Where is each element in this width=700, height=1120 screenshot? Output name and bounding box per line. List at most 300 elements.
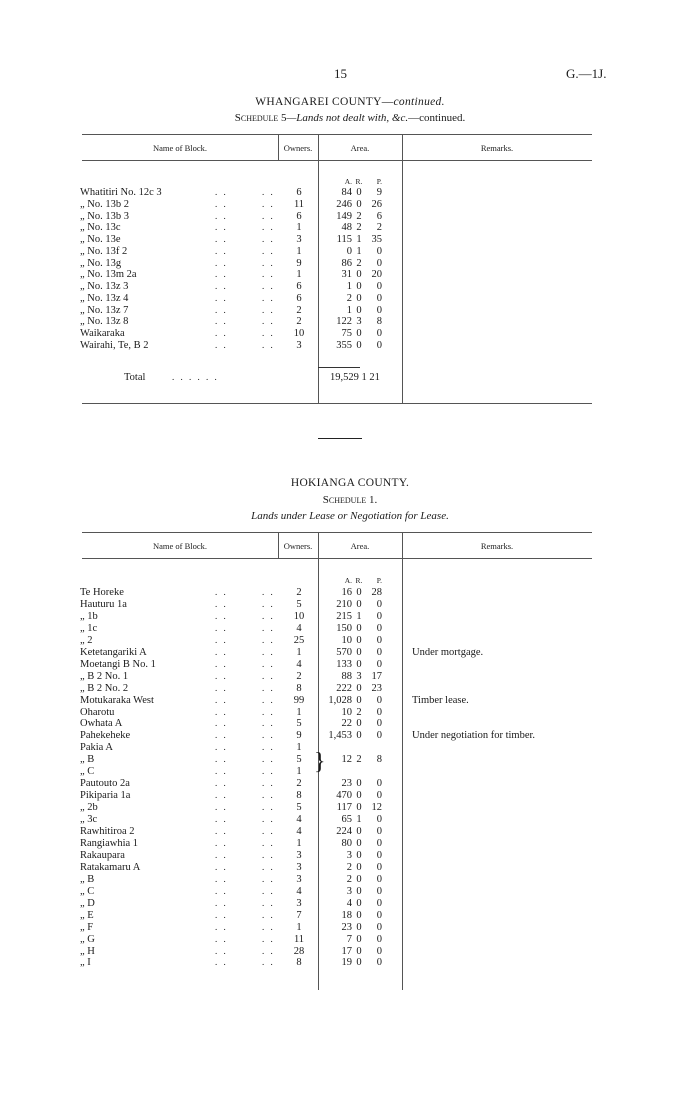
remarks-text: Under mortgage. <box>412 646 484 658</box>
block-name: Pakia A <box>80 742 113 754</box>
leader-dots: . . <box>215 316 228 327</box>
pakia-brace: } <box>314 749 326 775</box>
owners-count: 4 <box>296 885 302 897</box>
area-acres: 246 <box>336 198 352 210</box>
page-number: 15 <box>334 66 347 81</box>
area-perches: 20 <box>371 269 382 281</box>
owners-count: 2 <box>296 670 302 682</box>
block-name: Wairahi, Te, B 2 <box>80 339 149 351</box>
block-name: „ 3c <box>80 814 98 826</box>
area-acres: 117 <box>336 802 352 814</box>
leader-dots: . . <box>215 861 228 872</box>
remarks-text: Under negotiation for timber. <box>412 730 536 742</box>
area-roods: 0 <box>356 281 362 292</box>
area-perches: 12 <box>371 802 382 814</box>
leader-dots: . . <box>215 245 228 256</box>
block-name: Te Horeke <box>80 587 124 598</box>
section2-schedule-name: Schedule 1. <box>322 494 378 506</box>
area-acres: 75 <box>341 328 352 339</box>
owners-count: 2 <box>296 587 302 598</box>
area-roods: 2 <box>356 222 362 234</box>
leader-dots: . . <box>262 802 275 813</box>
area-perches: 0 <box>376 610 382 622</box>
area-acres: 80 <box>341 837 352 849</box>
table-row <box>0 281 700 293</box>
area-perches: 0 <box>376 945 382 957</box>
area-roods: 2 <box>356 706 362 718</box>
table-row <box>0 316 700 328</box>
block-name: „ No. 13z 4 <box>80 292 129 304</box>
area-roods: 0 <box>356 849 362 861</box>
block-name: „ No. 13g <box>80 257 122 269</box>
area-perches: 0 <box>376 861 382 873</box>
area-roods: 0 <box>356 778 362 790</box>
col-header-owners: Owners. <box>283 143 313 153</box>
table1-top-rule <box>82 134 592 135</box>
block-name: Pikiparia 1a <box>80 790 131 802</box>
leader-dots: . . <box>215 210 228 221</box>
area-perches: 0 <box>376 646 382 658</box>
leader-dots: . . <box>215 281 228 291</box>
block-name: Owhata A <box>80 718 123 730</box>
area-acres: 12 <box>341 754 352 766</box>
area-acres: 133 <box>336 658 352 670</box>
block-name: „ D <box>80 897 95 909</box>
area-roods: 0 <box>356 837 362 849</box>
leader-dots: . . <box>262 706 275 717</box>
owners-count: 1 <box>296 766 302 778</box>
area-acres: 22 <box>341 718 352 730</box>
area-roods: 2 <box>356 257 362 269</box>
leader-dots: . . <box>215 187 228 197</box>
block-name: Pahekeheke <box>80 730 131 742</box>
area-roods: 3 <box>356 316 362 328</box>
area-acres: 2 <box>346 873 352 885</box>
leader-dots: . . <box>215 339 228 350</box>
owners-count: 7 <box>296 909 302 921</box>
area-acres: 0 <box>346 245 352 257</box>
total-value: 19,529 1 21 <box>330 372 380 383</box>
owners-count: 3 <box>296 897 302 909</box>
area-roods: 0 <box>356 885 362 897</box>
leader-dots: . . <box>215 234 228 244</box>
section-separator <box>318 438 362 439</box>
block-name: „ B 2 No. 1 <box>80 670 129 682</box>
leader-dots: . . <box>262 634 275 645</box>
table-row <box>0 707 700 719</box>
leader-dots: . . <box>215 814 228 825</box>
leader-dots: . . <box>262 754 275 765</box>
area-acres: 1,028 <box>328 694 352 706</box>
area-roods: 0 <box>356 646 362 658</box>
unit-acres: A. <box>344 177 352 186</box>
area-perches: 0 <box>376 304 382 316</box>
block-name: „ H <box>80 945 95 957</box>
owners-count: 5 <box>296 754 302 766</box>
section1-title <box>0 96 700 108</box>
table-row <box>0 695 700 707</box>
leader-dots: . . <box>262 210 275 221</box>
table-row <box>0 293 700 305</box>
area-roods: 0 <box>356 957 362 969</box>
owners-count: 1 <box>296 742 302 754</box>
owners-count: 1 <box>296 706 302 718</box>
total-leader: . . . . . . <box>172 372 219 382</box>
area-perches: 0 <box>376 622 382 634</box>
block-name: „ No. 13m 2a <box>80 269 137 281</box>
table-row <box>0 814 700 826</box>
area-perches: 26 <box>371 198 382 210</box>
area-roods: 0 <box>356 945 362 957</box>
area-perches: 0 <box>376 718 382 730</box>
col2-header-name: Name of Block. <box>152 541 208 551</box>
block-name: Pautouto 2a <box>80 778 130 790</box>
table-row <box>0 730 700 742</box>
area-acres: 149 <box>336 210 352 222</box>
area-acres: 17 <box>341 945 352 957</box>
area-acres: 10 <box>341 706 352 718</box>
table-row <box>0 199 700 211</box>
owners-count: 99 <box>293 694 305 706</box>
leader-dots: . . <box>215 849 228 860</box>
area-acres: 2 <box>346 292 352 304</box>
area-perches: 0 <box>376 706 382 718</box>
area-perches: 0 <box>376 921 382 933</box>
owners-count: 6 <box>296 281 302 292</box>
leader-dots: . . <box>262 945 275 956</box>
area-roods: 1 <box>356 234 362 245</box>
area-acres: 23 <box>341 778 352 790</box>
area-roods: 0 <box>356 634 362 646</box>
leader-dots: . . <box>262 234 275 244</box>
area-perches: 8 <box>376 754 382 766</box>
table-row <box>0 258 700 270</box>
leader-dots: . . <box>215 802 228 813</box>
leader-dots: . . <box>262 766 275 777</box>
leader-dots: . . <box>262 292 275 303</box>
area-acres: 31 <box>341 269 352 281</box>
leader-dots: . . <box>262 339 275 350</box>
table-row <box>0 886 700 898</box>
block-name: „ F <box>80 921 94 933</box>
table-row <box>0 671 700 683</box>
area-roods: 0 <box>356 622 362 634</box>
leader-dots: . . <box>262 921 275 932</box>
leader-dots: . . <box>215 198 228 209</box>
county-title: WHANGAREI COUNTY— <box>255 96 394 108</box>
area-roods: 0 <box>356 339 362 351</box>
unit-roods: R. <box>355 177 363 186</box>
owners-count: 10 <box>293 328 305 339</box>
leader-dots: . . <box>262 269 275 280</box>
table-row <box>0 862 700 874</box>
table-row <box>0 838 700 850</box>
table-row <box>0 683 700 695</box>
area-roods: 0 <box>356 328 362 339</box>
table-row <box>0 850 700 862</box>
area-perches: 0 <box>376 826 382 837</box>
area-perches: 8 <box>376 316 382 328</box>
table-row <box>0 587 700 599</box>
table-row <box>0 647 700 659</box>
owners-count: 3 <box>296 234 302 245</box>
remarks-text: Timber lease. <box>412 694 469 706</box>
table1-total-row <box>0 372 700 384</box>
leader-dots: . . <box>262 222 275 233</box>
area-roods: 3 <box>356 670 362 682</box>
leader-dots: . . <box>262 718 275 729</box>
table-row <box>0 802 700 814</box>
leader-dots: . . <box>262 245 275 256</box>
section1-schedule <box>0 112 700 124</box>
leader-dots: . . <box>262 587 275 597</box>
area-acres: 1 <box>346 281 352 292</box>
leader-dots: . . <box>215 694 228 705</box>
leader-dots: . . <box>262 778 275 789</box>
block-name: „ 1b <box>80 610 98 622</box>
owners-count: 6 <box>296 292 302 304</box>
block-name: „ B <box>80 754 95 766</box>
area-acres: 355 <box>336 339 352 351</box>
owners-count: 1 <box>296 245 302 257</box>
area-roods: 0 <box>356 718 362 730</box>
leader-dots: . . <box>215 945 228 956</box>
block-name: „ No. 13z 8 <box>80 316 129 328</box>
total-rule <box>318 367 360 368</box>
area-roods: 0 <box>356 598 362 610</box>
leader-dots: . . <box>215 222 228 233</box>
area-perches: 0 <box>376 909 382 921</box>
leader-dots: . . <box>215 587 228 597</box>
area-perches: 0 <box>376 634 382 646</box>
area-acres: 1 <box>346 304 352 316</box>
table-row <box>0 599 700 611</box>
table-row <box>0 826 700 838</box>
area-acres: 18 <box>341 909 352 921</box>
owners-count: 8 <box>296 790 302 802</box>
table-row <box>0 946 700 958</box>
block-name: „ E <box>80 909 94 921</box>
area-acres: 222 <box>336 682 352 694</box>
block-name: Rangiawhia 1 <box>80 837 139 849</box>
leader-dots: . . <box>262 622 275 633</box>
area-perches: 9 <box>376 187 382 198</box>
leader-dots: . . <box>215 766 228 777</box>
block-name: Rawhitiroa 2 <box>80 826 135 837</box>
area-perches: 0 <box>376 730 382 742</box>
block-name: „ B 2 No. 2 <box>80 682 129 694</box>
unit-perches: P. <box>376 177 382 186</box>
block-name: „ B <box>80 873 95 885</box>
block-name: „ 1c <box>80 622 98 634</box>
table-row <box>0 328 700 340</box>
owners-count: 1 <box>296 921 302 933</box>
area-roods: 0 <box>356 933 362 945</box>
area-acres: 19 <box>341 957 352 969</box>
owners-count: 5 <box>296 802 302 814</box>
leader-dots: . . <box>215 885 228 896</box>
block-name: Whatitiri No. 12c 3 <box>80 187 162 198</box>
area-roods: 2 <box>356 210 362 222</box>
leader-dots: . . <box>215 742 228 753</box>
block-name: Motukaraka West <box>80 694 154 706</box>
table-row <box>0 623 700 635</box>
area-acres: 3 <box>346 885 352 897</box>
area-roods: 0 <box>356 790 362 802</box>
total-label: Total <box>124 372 146 383</box>
table-row <box>0 874 700 886</box>
area-perches: 0 <box>376 598 382 610</box>
area-acres: 7 <box>346 933 352 945</box>
block-name: Moetangi B No. 1 <box>80 658 156 670</box>
owners-count: 1 <box>296 269 302 281</box>
area-roods: 1 <box>356 814 362 826</box>
schedule-name: Schedule 5 <box>234 112 287 124</box>
owners-count: 11 <box>293 933 305 945</box>
owners-count: 4 <box>296 658 302 670</box>
area-roods: 0 <box>356 658 362 670</box>
leader-dots: . . <box>215 730 228 741</box>
leader-dots: . . <box>262 861 275 872</box>
area-roods: 0 <box>356 730 362 742</box>
schedule-desc: —Lands not dealt with, &c. <box>286 112 409 124</box>
area-roods: 0 <box>356 873 362 885</box>
block-name: Ketetangariki A <box>80 646 147 658</box>
leader-dots: . . <box>215 826 228 836</box>
leader-dots: . . <box>215 718 228 729</box>
table-row <box>0 766 700 778</box>
area-acres: 84 <box>341 187 352 198</box>
schedule-suffix: —continued. <box>408 112 466 124</box>
table-row <box>0 898 700 910</box>
area-perches: 0 <box>376 778 382 790</box>
owners-count: 1 <box>296 646 302 658</box>
leader-dots: . . <box>262 682 275 693</box>
table-row <box>0 234 700 246</box>
block-name: „ C <box>80 766 95 778</box>
area-perches: 0 <box>376 957 382 969</box>
leader-dots: . . <box>215 269 228 280</box>
area-perches: 0 <box>376 694 382 706</box>
area-acres: 115 <box>336 234 352 245</box>
area-roods: 0 <box>356 921 362 933</box>
leader-dots: . . <box>262 837 275 848</box>
owners-count: 1 <box>296 222 302 234</box>
table-row <box>0 187 700 199</box>
owners-count: 3 <box>296 873 302 885</box>
owners-count: 25 <box>293 634 305 646</box>
area-acres: 1,453 <box>328 730 352 742</box>
leader-dots: . . <box>262 646 275 657</box>
leader-dots: . . <box>215 682 228 693</box>
county-title-suffix: continued. <box>393 96 445 108</box>
leader-dots: . . <box>262 897 275 908</box>
leader-dots: . . <box>215 754 228 765</box>
owners-count: 5 <box>296 598 302 610</box>
area-acres: 3 <box>346 849 352 861</box>
area-perches: 0 <box>376 257 382 269</box>
table-row <box>0 611 700 623</box>
area-perches: 0 <box>376 873 382 885</box>
owners-count: 10 <box>293 610 305 622</box>
table-row <box>0 742 700 754</box>
leader-dots: . . <box>262 670 275 681</box>
area-units-row <box>0 176 700 188</box>
leader-dots: . . <box>215 790 228 801</box>
owners-count: 6 <box>296 187 302 198</box>
owners-count: 11 <box>293 198 305 210</box>
area-perches: 0 <box>376 339 382 351</box>
leader-dots: . . <box>262 694 275 705</box>
block-name: „ 2 <box>80 634 93 646</box>
leader-dots: . . <box>262 909 275 920</box>
area-acres: 4 <box>346 897 352 909</box>
leader-dots: . . <box>215 610 228 621</box>
block-name: „ No. 13z 7 <box>80 304 129 316</box>
table-row <box>0 910 700 922</box>
col2-header-area: Area. <box>350 541 370 551</box>
owners-count: 3 <box>296 339 302 351</box>
owners-count: 3 <box>296 861 302 873</box>
owners-count: 6 <box>296 210 302 222</box>
area-perches: 0 <box>376 658 382 670</box>
area-perches: 28 <box>371 587 382 598</box>
col2-header-remarks: Remarks. <box>480 541 514 551</box>
leader-dots: . . <box>262 814 275 825</box>
block-name: „ No. 13z 3 <box>80 281 129 292</box>
leader-dots: . . <box>262 742 275 753</box>
block-name: Rakaupara <box>80 849 125 861</box>
owners-count: 8 <box>296 957 302 969</box>
area-roods: 1 <box>356 245 362 257</box>
unit-perches-2: P. <box>376 576 382 585</box>
block-name: „ 2b <box>80 802 98 814</box>
leader-dots: . . <box>262 658 275 669</box>
area-roods: 0 <box>356 682 362 694</box>
block-name: „ No. 13e <box>80 234 121 245</box>
area-roods: 0 <box>356 897 362 909</box>
leader-dots: . . <box>215 634 228 645</box>
block-name: „ No. 13b 2 <box>80 198 129 210</box>
leader-dots: . . <box>262 885 275 896</box>
block-name: „ No. 13f 2 <box>80 245 128 257</box>
leader-dots: . . <box>215 670 228 681</box>
table-row <box>0 754 700 766</box>
leader-dots: . . <box>262 316 275 327</box>
leader-dots: . . <box>215 598 228 609</box>
section2-title: HOKIANGA COUNTY. <box>290 477 410 489</box>
leader-dots: . . <box>215 933 228 944</box>
area-perches: 35 <box>371 234 382 245</box>
table-row <box>0 246 700 258</box>
table-row <box>0 659 700 671</box>
area-roods: 0 <box>356 304 362 316</box>
area-perches: 0 <box>376 281 382 292</box>
table-row <box>0 718 700 730</box>
table-row <box>0 635 700 647</box>
table-row <box>0 922 700 934</box>
leader-dots: . . <box>262 610 275 621</box>
leader-dots: . . <box>262 873 275 884</box>
leader-dots: . . <box>262 328 275 338</box>
owners-count: 9 <box>296 257 302 269</box>
table-row <box>0 957 700 969</box>
area-roods: 0 <box>356 187 362 198</box>
owners-count: 4 <box>296 814 302 826</box>
owners-count: 3 <box>296 849 302 861</box>
owners-count: 4 <box>296 826 302 837</box>
area-acres: 65 <box>341 814 352 826</box>
